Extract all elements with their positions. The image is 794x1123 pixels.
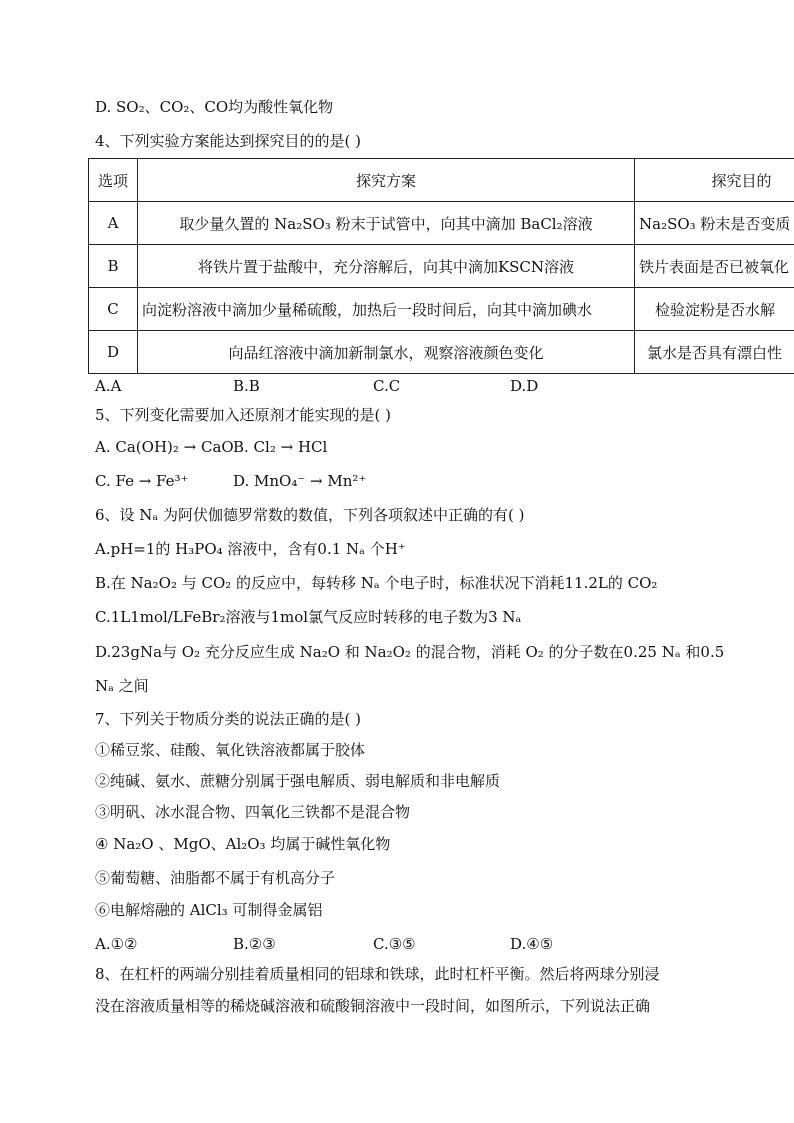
table-header-row xyxy=(89,159,794,202)
q7-item-3: ③明矾、冰水混合物、四氧化三铁都不是混合物 xyxy=(95,803,411,821)
q7-stem: 7、下列关于物质分类的说法正确的是( ) xyxy=(95,710,362,728)
q7-item-1: ①稀豆浆、硅酸、氧化铁溶液都属于胶体 xyxy=(95,741,366,759)
q3-option-d-text: D. SO₂、CO₂、CO均为酸性氧化物 xyxy=(95,98,334,116)
q5-option-a: A. Ca(OH)₂ → CaO xyxy=(95,438,234,456)
q7-choice-c: C.③⑤ xyxy=(373,935,416,953)
header-goal: 探究目的 xyxy=(635,159,794,202)
table-row xyxy=(89,202,794,245)
q6-option-c: C.1L1mol/LFeBr₂溶液与1mol氯气反应时转移的电子数为3 Nₐ xyxy=(95,608,522,626)
q7-choice-a: A.①② xyxy=(95,935,138,953)
q4-choice-b: B.B xyxy=(233,377,260,395)
q3-option-d xyxy=(95,96,333,118)
table-row xyxy=(89,331,794,374)
q6-option-a: A.pH=1的 H₃PO₄ 溶液中，含有0.1 Nₐ 个H⁺ xyxy=(95,540,406,558)
row-plan: 向淀粉溶液中滴加少量稀硫酸，加热后一段时间后，向其中滴加碘水 xyxy=(138,288,635,331)
q6-option-d-line2: Nₐ 之间 xyxy=(95,677,149,695)
row-option: A xyxy=(89,202,138,245)
table-row xyxy=(89,288,794,331)
row-plan: 将铁片置于盐酸中，充分溶解后，向其中滴加KSCN溶液 xyxy=(138,245,635,288)
q5-option-d: D. MnO₄⁻ → Mn²⁺ xyxy=(233,472,367,490)
q8-stem-line2: 没在溶液质量相等的稀烧碱溶液和硫酸铜溶液中一段时间，如图所示，下列说法正确 xyxy=(95,997,651,1015)
q7-item-4: ④ Na₂O 、MgO、Al₂O₃ 均属于碱性氧化物 xyxy=(95,835,391,853)
q4-stem: 4、下列实验方案能达到探究目的的是( ) xyxy=(95,132,362,150)
q4-choice-a: A.A xyxy=(95,377,122,395)
q7-item-2: ②纯碱、氨水、蔗糖分别属于强电解质、弱电解质和非电解质 xyxy=(95,772,501,790)
q7-choice-b: B.②③ xyxy=(233,935,276,953)
table-row xyxy=(89,245,794,288)
row-goal: 铁片表面是否已被氧化 xyxy=(635,245,794,288)
row-option: C xyxy=(89,288,138,331)
row-goal: 氯水是否具有漂白性 xyxy=(635,331,794,374)
row-goal: Na₂SO₃ 粉末是否变质 xyxy=(635,202,794,245)
q5-option-b: B. Cl₂ → HCl xyxy=(233,438,328,456)
q6-option-b: B.在 Na₂O₂ 与 CO₂ 的反应中，每转移 Nₐ 个电子时，标准状况下消耗11.2L的 CO₂ xyxy=(95,574,658,592)
q6-stem: 6、设 Nₐ 为阿伏伽德罗常数的数值，下列各项叙述中正确的有( ) xyxy=(95,506,525,524)
row-option: D xyxy=(89,331,138,374)
q7-item-6: ⑥电解熔融的 AlCl₃ 可制得金属铝 xyxy=(95,901,323,919)
q4-choice-d: D.D xyxy=(510,377,539,395)
row-option: B xyxy=(89,245,138,288)
row-plan: 向品红溶液中滴加新制氯水，观察溶液颜色变化 xyxy=(138,331,635,374)
row-goal: 检验淀粉是否水解 xyxy=(635,288,794,331)
q4-choice-c: C.C xyxy=(373,377,401,395)
q7-choice-d: D.④⑤ xyxy=(510,935,554,953)
header-plan: 探究方案 xyxy=(138,159,635,202)
q7-item-5: ⑤葡萄糖、油脂都不属于有机高分子 xyxy=(95,869,336,887)
q8-stem-line1: 8、在杠杆的两端分别挂着质量相同的铝球和铁球，此时杠杆平衡。然后将两球分别浸 xyxy=(95,965,660,983)
q4-table xyxy=(88,158,794,374)
header-option: 选项 xyxy=(89,159,138,202)
q5-option-c: C. Fe → Fe³⁺ xyxy=(95,472,189,490)
q5-stem: 5、下列变化需要加入还原剂才能实现的是( ) xyxy=(95,406,392,424)
q6-option-d-line1: D.23gNa与 O₂ 充分反应生成 Na₂O 和 Na₂O₂ 的混合物，消耗 O₂ 的分子数在0.25 Nₐ 和0.5 xyxy=(95,643,725,661)
row-plan: 取少量久置的 Na₂SO₃ 粉末于试管中，向其中滴加 BaCl₂溶液 xyxy=(138,202,635,245)
